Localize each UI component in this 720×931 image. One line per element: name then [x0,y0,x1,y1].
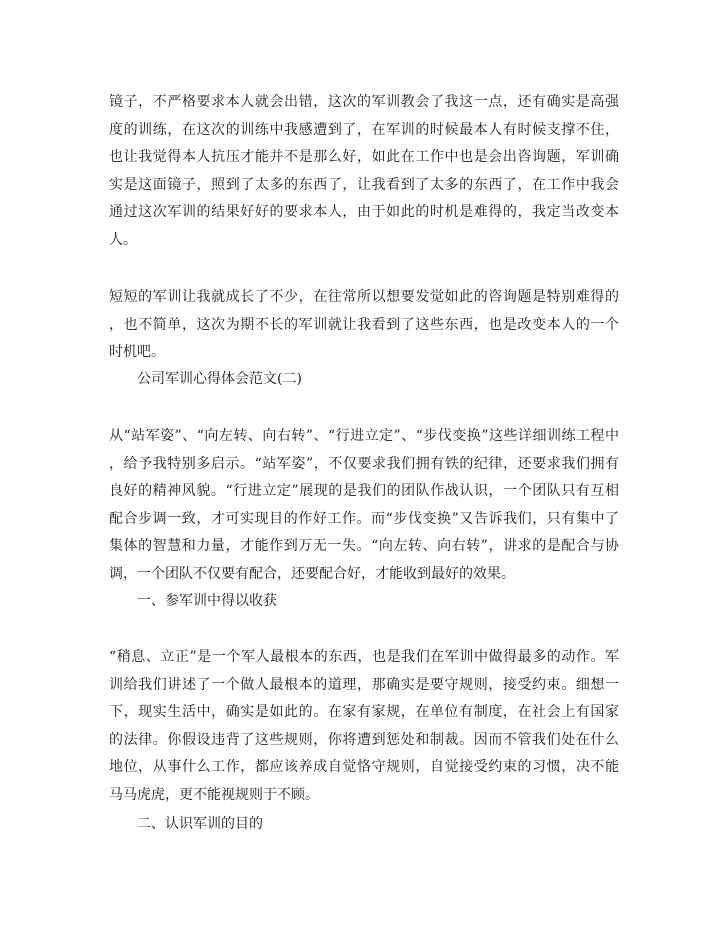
paragraph-1 [109,89,619,254]
paragraph-2 [109,284,619,367]
paragraph-line: 也让我觉得本人抗压才能并不是那么好，如此在工作中也是会出咨询题，军训确 [109,149,619,165]
paragraph-line: 的法律。你假设违背了这些规则，你将遭到惩处和制裁。因而不管我们处在什么 [109,731,619,748]
section-heading: 公司军训心得体会范文(二) [137,371,302,387]
paragraph-line: “稍息、立正”是一个军人最根本的东西，也是我们在军训中做得最多的动作。军 [109,649,619,665]
paragraph-line: 人。 [109,231,137,248]
section-heading: 二、认识军训的目的 [137,816,263,832]
paragraph-line: ，也不简单，这次为期不长的军训就让我看到了这些东西，也是改变本人的一个 [109,316,619,333]
paragraph-line: 从“站军姿”、“向左转、向右转”、“行进立定”、“步伐变换”这些详细训练工程中 [109,428,619,444]
paragraph-line: 训给我们讲述了一个做人最根本的道理，那确实是要守规则，接受约束。细想一 [109,676,619,693]
paragraph-line: 短短的军训让我就成长了不少，在往常所以想要发觉如此的咨询题是特别难得的 [109,289,619,305]
paragraph-line: 实是这面镜子，照到了太多的东西了，让我看到了太多的东西了，在工作中我会 [109,176,619,193]
paragraph-line: 配合步调一致，才可实现目的作好工作。而“步伐变换”又告诉我们，只有集中了 [109,510,619,527]
paragraph-line: 地位，从事什么工作，都应该养成自觉恪守规则，自觉接受约束的习惯，决不能 [109,759,619,775]
paragraph-line: 集体的智慧和力量，才能作到万无一失。“向左转、向右转”，讲求的是配合与协 [109,538,619,554]
paragraph-4 [109,644,619,809]
paragraph-line: 通过这次军训的结果好好的要求本人，由于如此的时机是难得的，我定当改变本 [109,204,619,220]
paragraph-line: 度的训练，在这次的训练中我感遭到了，在军训的时候最本人有时候支撑不住， [109,121,619,138]
paragraph-line: 良好的精神风貌。“行进立定”展现的是我们的团队作战认识，一个团队只有互相 [109,483,619,499]
paragraph-line: 马马虎虎，更不能视规则于不顾。 [109,786,319,803]
section-heading: 一、参军训中得以收获 [137,593,277,609]
paragraph-line: ，给予我特别多启示。“站军姿”，不仅要求我们拥有铁的纪律，还要求我们拥有 [109,455,619,472]
paragraph-line: 调，一个团队不仅要有配合，还要配合好，才能收到最好的效果。 [109,565,515,582]
paragraph-3 [109,423,619,588]
paragraph-line: 时机吧。 [109,344,165,360]
paragraph-line: 镜子，不严格要求本人就会出错，这次的军训教会了我这一点，还有确实是高强 [109,94,619,110]
paragraph-line: 下，现实生活中，确实是如此的。在家有家规，在单位有制度，在社会上有国家 [109,704,619,720]
